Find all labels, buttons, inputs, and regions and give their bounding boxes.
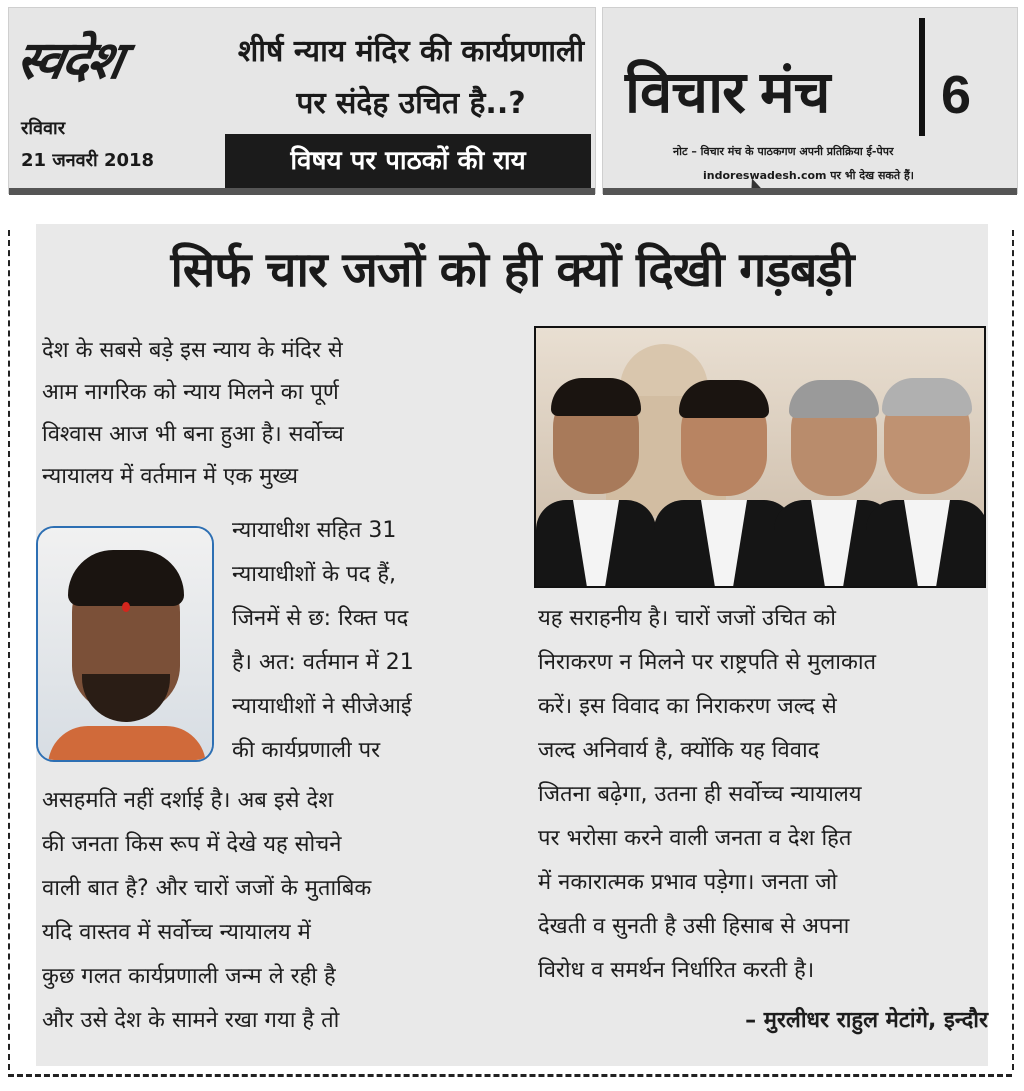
body-line: की कार्यप्रणाली पर [232,738,381,763]
judges-photo [534,326,986,588]
body-line: में नकारात्मक प्रभाव पड़ेगा। जनता जो [538,870,838,895]
body-line: है। अत: वर्तमान में 21 [232,650,414,675]
body-line: वाली बात है? और चारों जजों के मुताबिक [42,876,372,901]
masthead-panel [8,7,596,194]
opinion-article [36,224,988,1066]
body-line: और उसे देश के सामने रखा गया है तो [42,1008,340,1033]
body-line: यह सराहनीय है। चारों जजों उचित को [538,606,836,631]
author-photo [36,526,214,762]
page-border-left [8,230,10,1070]
body-line: विश्वास आज भी बना हुआ है। सर्वोच्च [42,422,344,447]
body-line: जितना बढ़ेगा, उतना ही सर्वोच्च न्यायालय [538,782,862,807]
article-headline: सिर्फ चार जजों को ही क्यों दिखी गड़बड़ी [170,242,854,298]
author-byline: – मुरलीधर राहुल मेटांगे, इन्दौर [745,1008,988,1033]
page-border-right [1012,230,1014,1070]
body-line: कुछ गलत कार्यप्रणाली जन्म ले रही है [42,964,336,989]
body-line: न्यायालय में वर्तमान में एक मुख्य [42,464,299,489]
reader-opinion-label: विषय पर पाठकों की राय [225,134,591,188]
body-line: आम नागरिक को न्याय मिलने का पूर्ण [42,380,339,405]
section-panel [602,7,1018,194]
body-line: जल्द अनिवार्य है, क्योंकि यह विवाद [538,738,820,763]
body-line: न्यायाधीशों ने सीजेआई [232,694,412,719]
page-number: 6 [941,65,972,125]
header-rule [603,188,1017,195]
page-border-bottom [8,1074,1012,1077]
newspaper-logo: स्वदेश [11,30,127,91]
topic-line: शीर्ष न्याय मंदिर की कार्यप्रणाली [237,34,585,69]
note-text: नोट – विचार मंच के पाठकगण अपनी प्रतिक्रिया ई-पेपर [673,145,894,158]
body-line: पर भरोसा करने वाली जनता व देश हित [538,826,852,851]
note-link-text[interactable]: indoreswadesh.com पर भी देख सकते हैं। [703,169,914,182]
body-line: न्यायाधीशों के पद हैं, [232,562,397,587]
body-line: असहमति नहीं दर्शाई है। अब इसे देश [42,788,334,813]
header-rule [9,188,595,195]
section-title: विचार मंच [625,60,830,125]
body-line: निराकरण न मिलने पर राष्ट्रपति से मुलाकात [538,650,877,675]
topic-line: पर संदेह उचित है..? [296,86,526,121]
body-line: करें। इस विवाद का निराकरण जल्द से [538,694,837,719]
divider [919,18,925,136]
body-line: देश के सबसे बड़े इस न्याय के मंदिर से [42,338,343,363]
issue-day: रविवार [21,118,66,139]
body-line: देखती व सुनती है उसी हिसाब से अपना [538,914,850,939]
body-line: विरोध व समर्थन निर्धारित करती है। [538,958,815,983]
discussion-topic [223,26,599,130]
issue-date: 21 जनवरी 2018 [21,150,155,171]
body-line: यदि वास्तव में सर्वोच्च न्यायालय में [42,920,311,945]
body-line: की जनता किस रूप में देखे यह सोचने [42,832,342,857]
body-line: न्यायाधीश सहित 31 [232,518,397,543]
body-line: जिनमें से छ: रिक्त पद [232,606,409,631]
